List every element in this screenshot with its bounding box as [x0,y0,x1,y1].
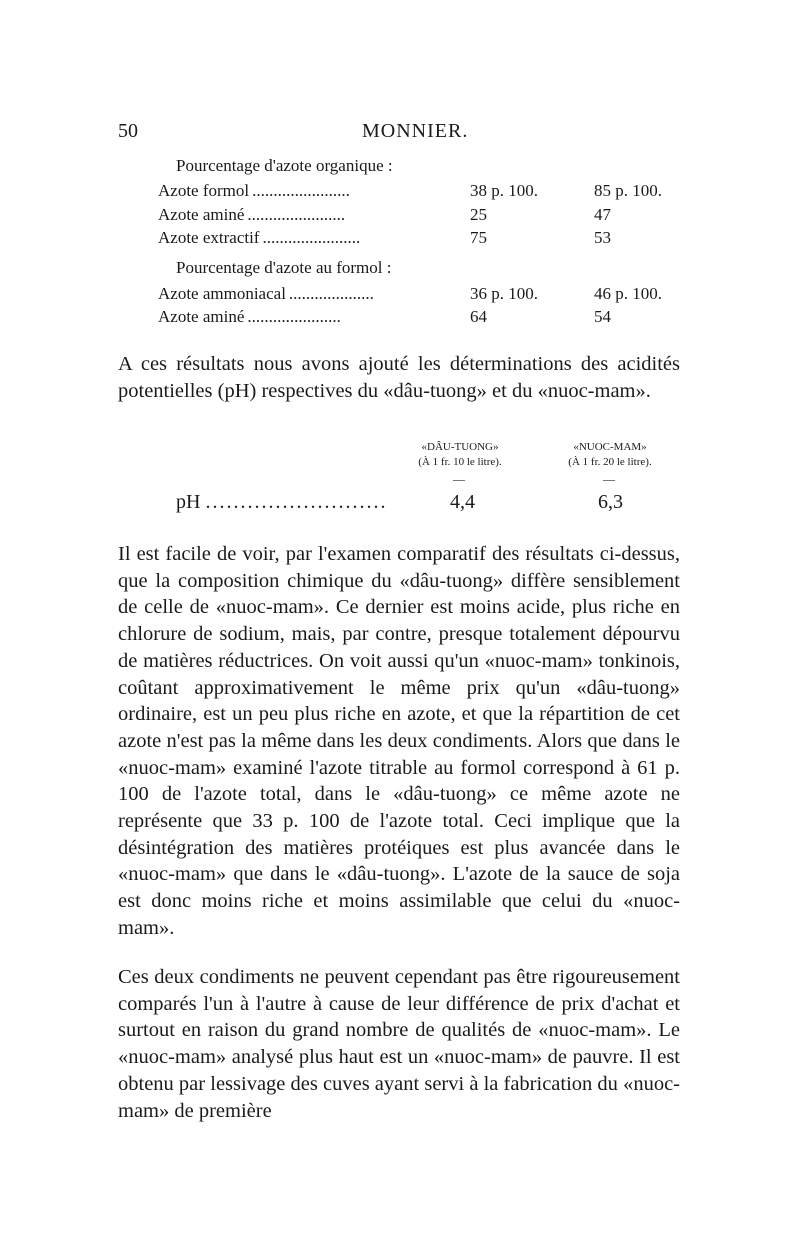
value-nuoc-mam: 47 [594,205,611,224]
ph-row [176,491,387,514]
col-price: (À 1 fr. 20 le litre). [568,456,652,468]
dash: — [603,472,615,486]
leader-dots: ...................... [247,307,344,326]
table1-row [158,228,688,252]
leader-dots: .................... [289,284,377,303]
value-nuoc-mam: 46 p. 100. [594,284,662,303]
ph-col-nuoc-mam-header [544,440,676,470]
ph-value-nuoc-mam: 6,3 [598,491,623,513]
leader-dots: .......................... [205,491,388,513]
running-title: MONNIER. [362,120,469,142]
paragraph-intro: A ces résultats nous avons ajouté les déterminations des acidités potentielles (pH) respectives du «dâu-tuong» et du «nuoc-mam». [118,353,680,402]
value-dau-tuong: 38 p. 100. [470,181,538,200]
col-name: «NUOC-MAM» [573,441,647,453]
dash: — [453,472,465,486]
row-label: Azote extractif ....................... [158,228,363,248]
value-nuoc-mam: 54 [594,307,611,326]
ph-col-dau-tuong-header [398,440,522,470]
leader-dots: ....................... [247,205,348,224]
col-price: (À 1 fr. 10 le litre). [418,456,502,468]
col-name: «DÂU-TUONG» [421,441,499,453]
value-dau-tuong: 64 [470,307,487,326]
ph-label: pH [176,491,201,513]
table1-row [158,205,688,229]
leader-dots: ....................... [252,181,353,200]
table2-row [158,284,688,308]
value-nuoc-mam: 85 p. 100. [594,181,662,200]
row-label: Azote formol ....................... [158,181,353,201]
page-number: 50 [118,120,138,142]
table2-row [158,307,688,331]
value-dau-tuong: 25 [470,205,487,224]
ph-value-dau-tuong: 4,4 [450,491,475,513]
row-label: Azote aminé ....................... [158,205,348,225]
value-nuoc-mam: 53 [594,228,611,247]
table1-row [158,181,688,205]
paragraph-comparison: Il est facile de voir, par l'examen comparatif des résultats ci-dessus, que la composition chimique du «dâu-tuong» diffère sensiblement de celle de «nuoc-mam». Ce dernier est moins acide, plus riche en chlorure de sodium, mais, par contre, presque totalement dépourvu de matières réductrices. On voit aussi qu'un «nuoc-mam» tonkinois, coûtant approximativement le même prix qu'un «dâu-tuong» ordinaire, est un peu plus riche en azote, et que la répartition de cet azote n'est pas la même dans les deux condiments. Alors que dans le «nuoc-mam» examiné l'azote titrable au formol correspond à 61 p. 100 de l'azote total, dans le «dâu-tuong» ce même azote ne représente que 33 p. 100 de l'azote total. Ceci implique que la désintégration des matières protéiques est plus avancée dans le «nuoc-mam» que dans le «dâu-tuong». L'azote de la sauce de soja est donc moins riche et moins assimilable que celui du «nuoc-mam». [118,543,680,939]
paragraph-conclusion: Ces deux condiments ne peuvent cependant pas être rigoureusement comparés l'un à l'autre à cause de leur différence de prix d'achat et surtout en raison du grand nombre de qualités de «nuoc-mam». Le «nuoc-mam» analysé plus haut est un «nuoc-mam» de pauvre. Il est obtenu par lessivage des cuves ayant servi à la fabrication du «nuoc-mam» de première [118,966,680,1122]
value-dau-tuong: 36 p. 100. [470,284,538,303]
row-label: Azote ammoniacal .................... [158,284,377,304]
leader-dots: ....................... [262,228,363,247]
value-dau-tuong: 75 [470,228,487,247]
table1-heading: Pourcentage d'azote organique : [176,156,393,175]
row-label: Azote aminé ...................... [158,307,344,327]
table2-heading: Pourcentage d'azote au formol : [176,258,392,277]
